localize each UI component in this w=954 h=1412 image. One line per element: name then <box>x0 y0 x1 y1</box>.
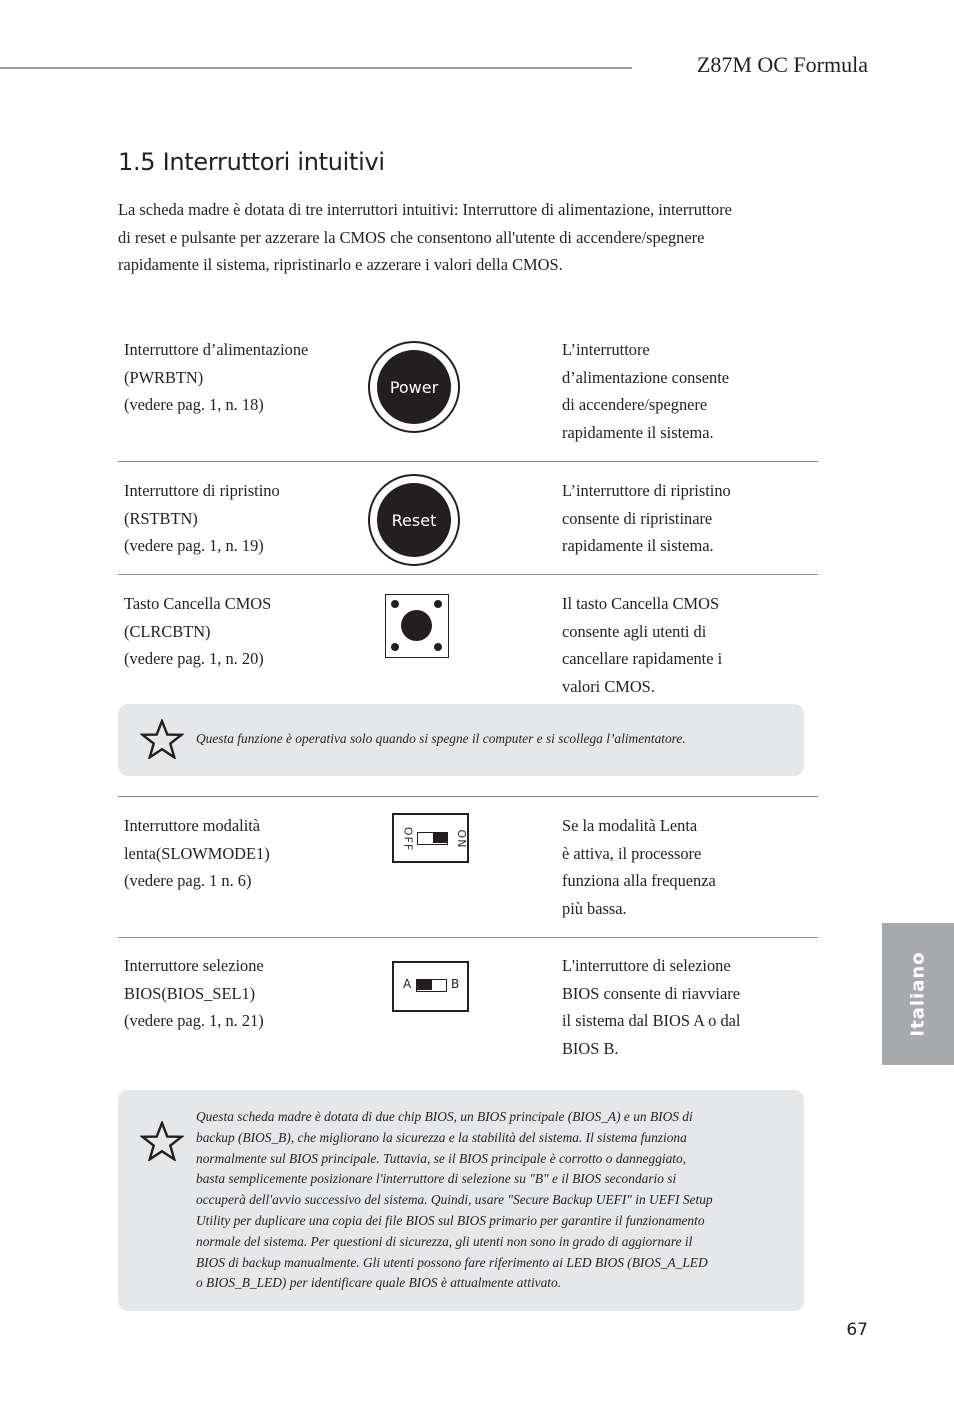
switch-description: L’interruttore di ripristino consente di ripristinare rapidamente il sistema. <box>562 481 731 556</box>
switch-label: Interruttore di ripristino (RSTBTN) (vedere pag. 1, n. 19) <box>124 481 280 556</box>
slow-mode-slider <box>417 832 448 845</box>
switch-description: Se la modalità Lenta è attiva, il processore funziona alla frequenza più bassa. <box>562 816 716 918</box>
row-divider <box>118 461 818 462</box>
section-title: 1.5 Interruttori intuitivi <box>118 148 385 176</box>
note-text: Questa funzione è operativa solo quando si spegne il computer e si scollega l’alimentatore. <box>196 731 686 746</box>
language-tab: Italiano <box>882 923 954 1065</box>
power-button-icon: Power <box>368 341 460 433</box>
page-number: 67 <box>846 1320 868 1340</box>
switch-description: L’interruttore d’alimentazione consente di accendere/spegnere rapidamente il sistema. <box>562 340 730 442</box>
row-divider <box>118 937 818 938</box>
switch-label: Interruttore modalità lenta(SLOWMODE1) (vedere pag. 1 n. 6) <box>124 816 270 891</box>
switch-description: Il tasto Cancella CMOS consente agli utenti di cancellare rapidamente i valori CMOS. <box>562 594 723 696</box>
clear-cmos-button-icon <box>385 594 449 658</box>
reset-button-icon: Reset <box>368 474 460 566</box>
switch-label: Interruttore selezione BIOS(BIOS_SEL1) (vedere pag. 1, n. 21) <box>124 956 264 1031</box>
slow-mode-switch-icon: OFF ON <box>392 813 469 863</box>
bios-select-slider <box>416 979 447 992</box>
row-divider <box>118 574 818 575</box>
switch-label: Tasto Cancella CMOS (CLRCBTN) (vedere pag. 1, n. 20) <box>124 594 272 669</box>
row-divider <box>118 796 818 797</box>
note-box <box>118 1090 804 1311</box>
note-text: Questa scheda madre è dotata di due chip BIOS, un BIOS principale (BIOS_A) e un BIOS di backup (BIOS_B), che migliorano la sicurezza e la stabilità del sistema. Il sistema funziona normalmente sul BIOS principale. Tuttavia, se il BIOS principale è corrotto o danneggiato, basta semplicemente posizionare l'interruttore di selezione su "B" e il BIOS secondario si occuperà dell'avvio successivo del sistema. Quindi, usare "Secure Backup UEFI" in UEFI Setup Utility per duplicare una copia dei file BIOS sul BIOS primario per garantire il funzionamento normale del sistema. Per questioni di sicurezza, gli utenti non sono in grado di aggiornare il BIOS di backup manualmente. Gli utenti possono fare riferimento ai LED BIOS (BIOS_A_LED o BIOS_B_LED) per identificare quale BIOS è attualmente attivato. <box>196 1109 713 1291</box>
header-rule <box>0 67 632 69</box>
star-icon <box>140 1121 184 1161</box>
intro-paragraph: La scheda madre è dotata di tre interruttori intuitivi: Interruttore di alimentazione, interruttore di reset e pulsante per azzerare la CMOS che consentono all'utente di accendere/spegnere rapidamente il sistema, ripristinarlo e azzerare i valori della CMOS. <box>118 200 732 275</box>
switch-label: Interruttore d’alimentazione (PWRBTN) (vedere pag. 1, n. 18) <box>124 340 309 415</box>
bios-select-switch-icon: A B <box>392 961 469 1012</box>
switch-description: L'interruttore di selezione BIOS consente di riavviare il sistema dal BIOS A o dal BIOS B. <box>562 956 741 1058</box>
note-box <box>118 704 804 776</box>
star-icon <box>140 719 184 759</box>
product-name: Z87M OC Formula <box>696 52 868 77</box>
